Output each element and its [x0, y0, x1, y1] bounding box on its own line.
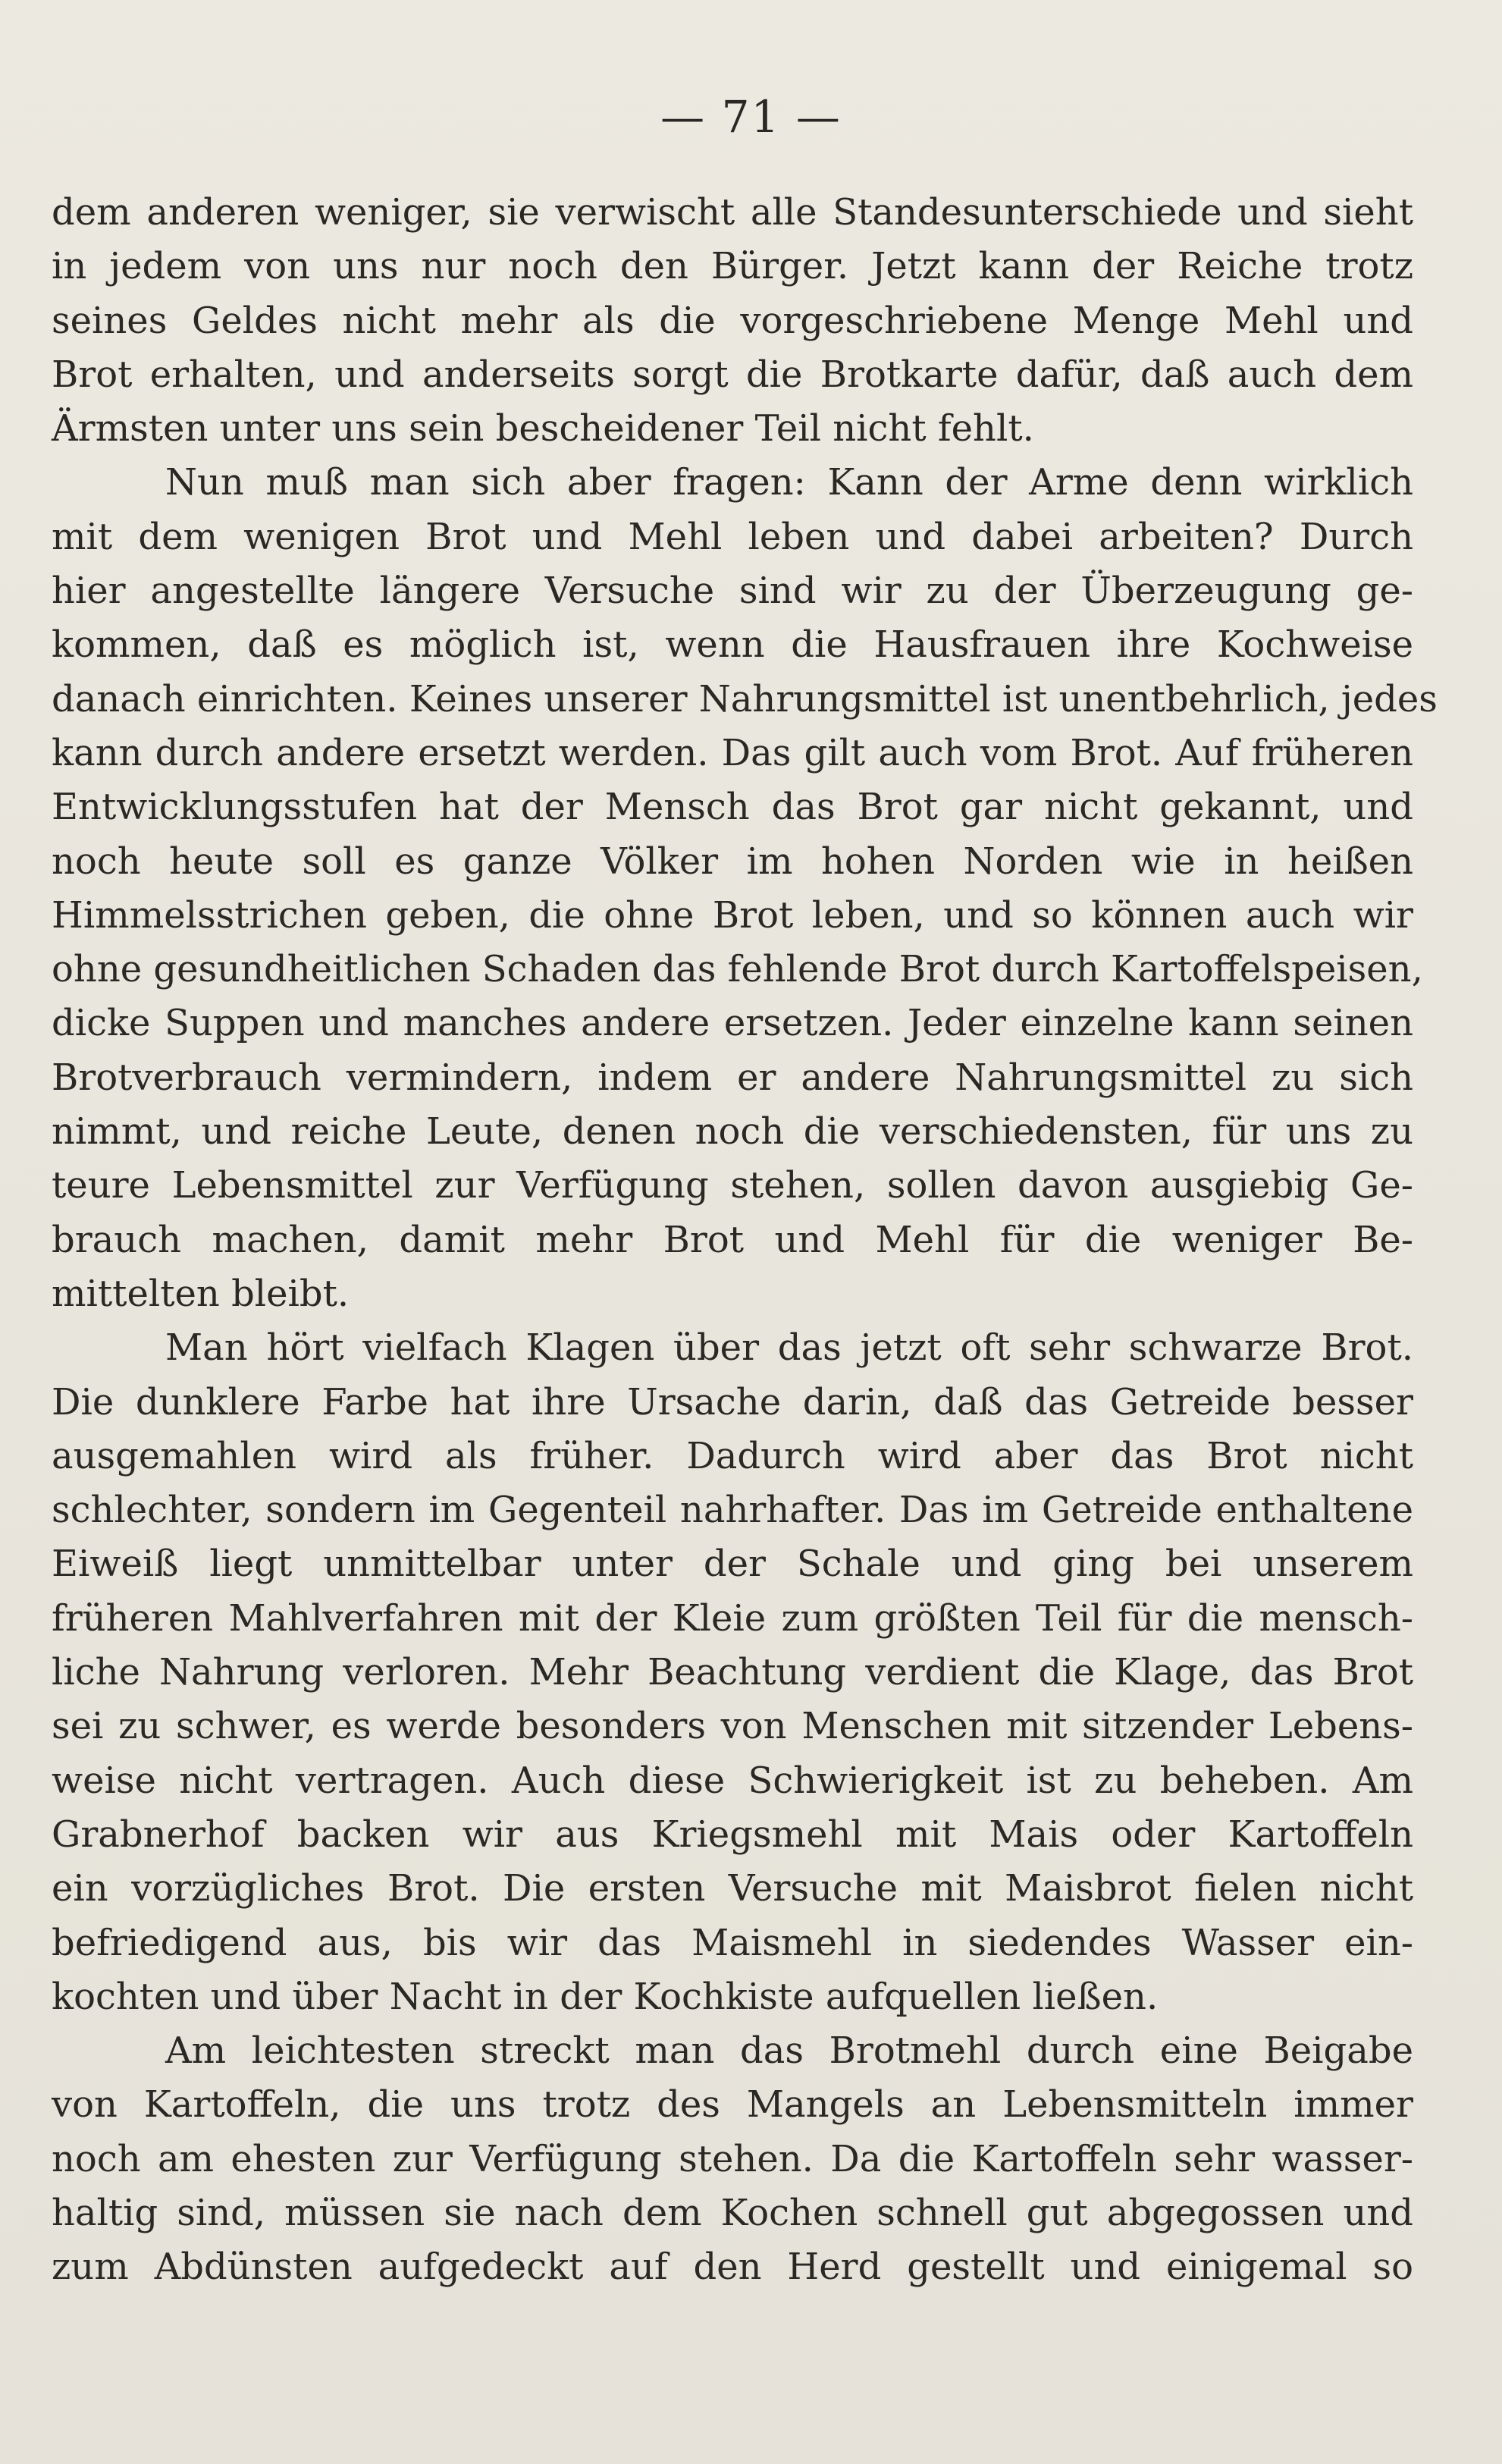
text-line: ausgemahlen wird als früher. Dadurch wird aber das Brot nicht — [52, 1434, 1413, 1477]
text-line: noch heute soll es ganze Völker im hohen Norden wie in heißen — [52, 840, 1413, 883]
text-line: Grabnerhof backen wir aus Kriegsmehl mit Mais oder Kartoffeln — [52, 1813, 1413, 1856]
text-line: Eiweiß liegt unmittelbar unter der Schale und ging bei unserem — [52, 1543, 1413, 1586]
text-line: haltig sind, müssen sie nach dem Kochen schnell gut abgegossen und — [52, 2191, 1413, 2234]
text-line: Entwicklungsstufen hat der Mensch das Brot gar nicht gekannt, und — [52, 786, 1413, 829]
text-line: in jedem von uns nur noch den Bürger. Jetzt kann der Reiche trotz — [52, 245, 1413, 288]
paragraph-3 — [52, 1321, 1413, 2024]
text-line: Brot erhalten, und anderseits sorgt die Brotkarte dafür, daß auch dem — [52, 353, 1413, 396]
text-line: Himmelsstrichen geben, die ohne Brot leben, und so können auch wir — [52, 893, 1413, 937]
text-line: danach einrichten. Keines unserer Nahrungsmittel ist unentbehrlich, jedes — [52, 677, 1438, 720]
text-line: noch am ehesten zur Verfügung stehen. Da die Kartoffeln sehr wasser- — [52, 2137, 1413, 2180]
page-number: — 71 — — [660, 91, 842, 143]
text-line: ohne gesundheitlichen Schaden das fehlende Brot durch Kartoffelspeisen, — [52, 948, 1423, 991]
text-line: befriedigend aus, bis wir das Maismehl in siedendes Wasser ein- — [52, 1921, 1413, 1964]
text-line: Am leichtesten streckt man das Brotmehl durch eine Beigabe — [165, 2029, 1413, 2073]
text-line: brauch machen, damit mehr Brot und Mehl für die weniger Be- — [52, 1218, 1413, 1261]
text-line: kommen, daß es möglich ist, wenn die Hausfrauen ihre Kochweise — [52, 623, 1413, 667]
text-line: früheren Mahlverfahren mit der Kleie zum größten Teil für die mensch- — [52, 1596, 1413, 1640]
text-line: dem anderen weniger, sie verwischt alle Standesunterschiede und sieht — [52, 191, 1413, 234]
paragraph-4 — [52, 2024, 1413, 2294]
text-line: liche Nahrung verloren. Mehr Beachtung verdient die Klage, das Brot — [52, 1651, 1413, 1694]
text-line: weise nicht vertragen. Auch diese Schwierigkeit ist zu beheben. Am — [52, 1759, 1413, 1802]
text-line: sei zu schwer, es werde besonders von Menschen mit sitzender Lebens- — [52, 1705, 1413, 1748]
text-line: mit dem wenigen Brot und Mehl leben und dabei arbeiten? Durch — [52, 515, 1413, 558]
text-line: ein vorzügliches Brot. Die ersten Versuche mit Maisbrot fielen nicht — [52, 1867, 1413, 1910]
paragraph-2 — [52, 456, 1438, 1321]
text-line: Die dunklere Farbe hat ihre Ursache darin, daß das Getreide besser — [52, 1380, 1413, 1423]
text-line: mittelten bleibt. — [52, 1272, 350, 1315]
text-line: Nun muß man sich aber fragen: Kann der Arme denn wirklich — [165, 461, 1413, 504]
text-line: nimmt, und reiche Leute, denen noch die verschiedensten, für uns zu — [52, 1110, 1413, 1154]
text-line: von Kartoffeln, die uns trotz des Mangels an Lebensmitteln immer — [52, 2083, 1413, 2127]
text-line: Brotverbrauch vermindern, indem er andere Nahrungsmittel zu sich — [52, 1056, 1413, 1099]
text-line: teure Lebensmittel zur Verfügung stehen, sollen davon ausgiebig Ge- — [52, 1164, 1413, 1207]
text-line: kann durch andere ersetzt werden. Das gilt auch vom Brot. Auf früheren — [52, 731, 1413, 774]
paragraph-1 — [52, 186, 1413, 456]
body-text — [52, 186, 1438, 2295]
text-line: seines Geldes nicht mehr als die vorgeschriebene Menge Mehl und — [52, 299, 1413, 342]
text-line: kochten und über Nacht in der Kochkiste aufquellen ließen. — [52, 1975, 1159, 2018]
text-line: zum Abdünsten aufgedeckt auf den Herd gestellt und einigemal so — [52, 2246, 1413, 2289]
text-line: schlechter, sondern im Gegenteil nahrhafter. Das im Getreide enthaltene — [52, 1489, 1413, 1532]
text-line: Ärmsten unter uns sein bescheidener Teil nicht fehlt. — [52, 407, 1034, 450]
text-line: Man hört vielfach Klagen über das jetzt oft sehr schwarze Brot. — [165, 1326, 1413, 1370]
text-line: dicke Suppen und manches andere ersetzen. Jeder einzelne kann seinen — [52, 1002, 1413, 1045]
text-line: hier angestellte längere Versuche sind wir zu der Überzeugung ge- — [52, 570, 1413, 613]
